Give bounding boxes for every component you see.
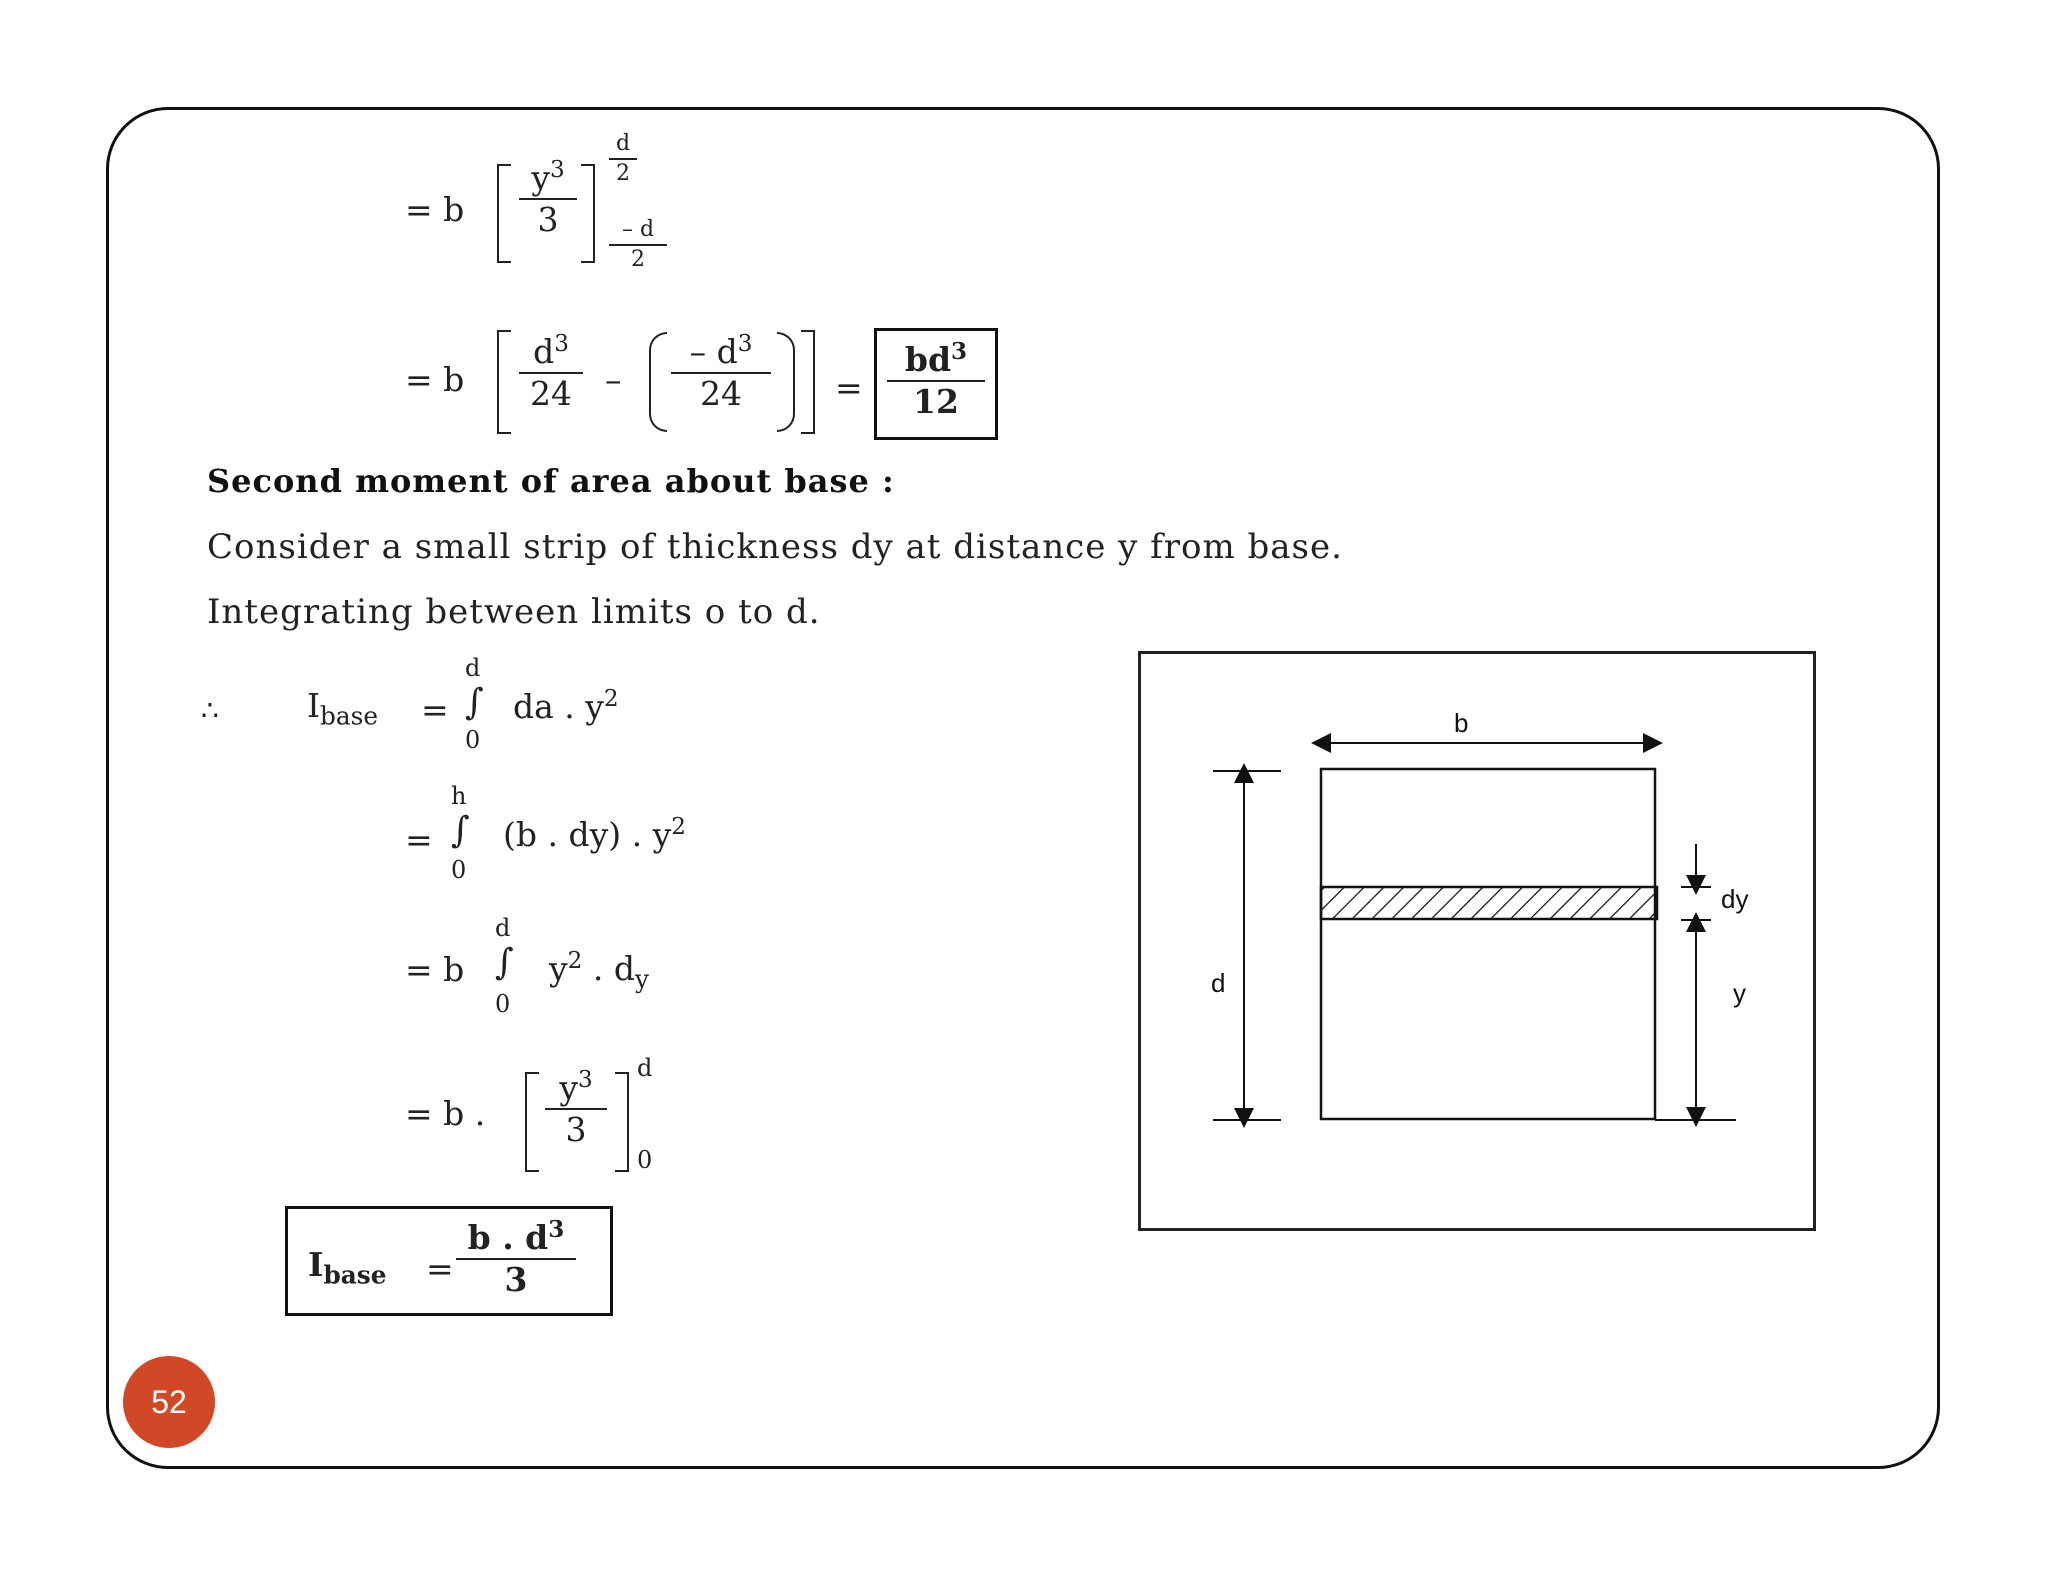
eq2-f1-num: d <box>533 332 555 371</box>
text-line-1: Consider a small strip of thickness dy at distance y from base. <box>207 527 1343 567</box>
eq4-integral: ∫ <box>451 810 470 851</box>
eq3-lower: 0 <box>465 726 481 754</box>
eq1-upper-num: d <box>615 131 631 156</box>
eq2-fraction-1 <box>519 332 583 413</box>
eq4-exp: 2 <box>671 814 686 840</box>
diagram-svg <box>1141 654 1819 1234</box>
eq1-lower-num: – d <box>621 217 655 242</box>
eq4-equals: = <box>405 820 433 859</box>
eq2-f2-num: – d <box>689 332 738 371</box>
result-equals: = <box>426 1249 454 1288</box>
label-d: d <box>1211 968 1226 998</box>
result-lhs-sub: base <box>323 1260 387 1290</box>
eq1-lhs: = b <box>405 190 465 229</box>
eq1-num: y <box>531 158 550 197</box>
eq1-upper-den: 2 <box>616 161 630 187</box>
hatched-strip <box>1321 887 1657 919</box>
eq2-result-box <box>874 328 998 440</box>
eq5-exp: 2 <box>567 948 583 974</box>
eq2-r-den: 12 <box>913 382 959 422</box>
eq2-equals: = <box>835 368 863 407</box>
eq2-bracket-right <box>801 330 815 434</box>
eq5-body <box>549 948 649 994</box>
section-rectangle <box>1321 769 1655 1119</box>
eq6-lower: 0 <box>637 1146 653 1174</box>
result-box <box>285 1206 613 1316</box>
label-dy: dy <box>1721 884 1749 914</box>
text-line-2: Integrating between limits o to d. <box>207 592 821 632</box>
eq1-bracket-right <box>581 164 595 263</box>
eq2-lhs: = b <box>405 360 465 399</box>
eq6-bracket-right <box>615 1072 629 1172</box>
section-heading: Second moment of area about base : <box>207 462 895 500</box>
page-number-badge: 52 <box>123 1356 215 1448</box>
eq1-lower-limit <box>609 218 667 272</box>
result-lhs-main: I <box>308 1245 324 1284</box>
eq3-lhs <box>307 686 378 731</box>
result-exp: 3 <box>548 1216 565 1243</box>
eq5-lhs: = b <box>405 950 465 989</box>
eq2-minus: – <box>605 360 622 399</box>
eq5-body-b: . d <box>592 949 635 988</box>
therefore-symbol: ∴ <box>201 694 219 727</box>
eq6-fraction <box>545 1068 607 1149</box>
eq5-integral: ∫ <box>495 942 514 983</box>
result-fraction <box>456 1217 576 1299</box>
eq4-upper: h <box>451 782 467 810</box>
eq2-result-fraction <box>887 339 985 421</box>
eq3-exp: 2 <box>603 686 619 712</box>
result-den: 3 <box>504 1260 528 1300</box>
eq1-fraction <box>519 158 577 239</box>
eq3-lhs-main: I <box>307 686 321 725</box>
eq4-body <box>503 814 686 854</box>
eq5-upper: d <box>495 914 511 942</box>
eq2-f2-exp: 3 <box>737 331 753 357</box>
eq2-r-exp: 3 <box>951 338 968 365</box>
eq4-lower: 0 <box>451 856 467 884</box>
result-lhs <box>308 1245 386 1290</box>
eq3-integral: ∫ <box>465 682 484 723</box>
eq2-f1-exp: 3 <box>554 331 569 357</box>
eq3-body-text: da . y <box>513 687 604 726</box>
eq5-lower: 0 <box>495 990 511 1018</box>
eq4-body-text: (b . dy) . y <box>503 815 672 854</box>
eq3-lhs-sub: base <box>320 701 378 731</box>
eq3-equals: = <box>421 690 449 729</box>
eq6-upper: d <box>637 1054 653 1082</box>
eq5-body-sub: y <box>634 964 649 994</box>
eq1-bracket-left <box>497 164 511 263</box>
eq6-num: y <box>559 1068 578 1107</box>
eq1-den: 3 <box>537 200 559 240</box>
eq2-paren-right <box>777 332 795 432</box>
label-y: y <box>1733 978 1746 1008</box>
result-num: b . d <box>467 1218 549 1257</box>
eq2-r-num: bd <box>904 340 952 379</box>
eq1-upper-limit <box>609 132 637 186</box>
eq6-bracket-left <box>525 1072 539 1172</box>
eq6-den: 3 <box>565 1110 587 1150</box>
label-b: b <box>1454 708 1469 738</box>
eq2-fraction-2 <box>671 332 771 413</box>
eq6-exp: 3 <box>577 1067 593 1093</box>
rectangle-strip-diagram <box>1138 651 1816 1231</box>
eq2-f2-den: 24 <box>700 374 742 414</box>
eq5-body-a: y <box>549 949 568 988</box>
eq2-paren-left <box>649 332 667 432</box>
eq2-bracket-left <box>497 330 511 434</box>
eq2-f1-den: 24 <box>530 374 572 414</box>
eq6-lhs: = b . <box>405 1094 486 1133</box>
eq3-body <box>513 686 619 726</box>
eq3-upper: d <box>465 654 481 682</box>
eq1-lower-den: 2 <box>631 247 645 273</box>
eq1-num-exp: 3 <box>549 157 565 183</box>
